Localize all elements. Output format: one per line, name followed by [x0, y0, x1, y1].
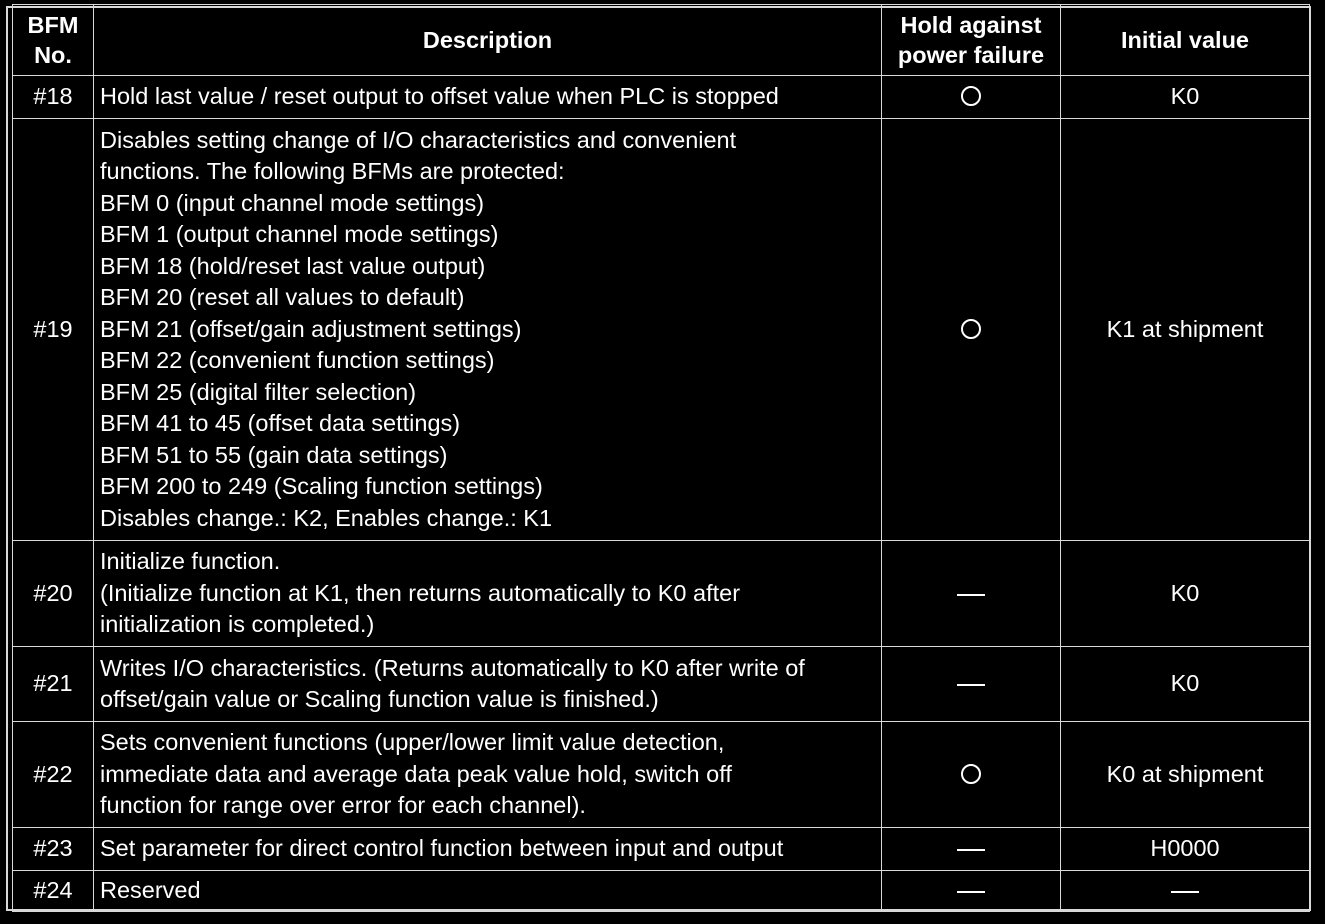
description-cell — [94, 647, 882, 722]
description-line: Hold last value / reset output to offset value when PLC is stopped — [100, 83, 779, 110]
description-cell — [94, 119, 882, 541]
description-line: offset/gain value or Scaling function value is finished.) — [100, 686, 659, 712]
bfm-number: #18 — [13, 76, 94, 119]
description-line: Disables setting change of I/O characteristics and convenient — [100, 126, 737, 153]
description-line: Disables change.: K2, Enables change.: K1 — [100, 504, 553, 531]
description-line: BFM 1 (output channel mode settings) — [100, 221, 499, 248]
table-row — [13, 647, 1310, 722]
description-line: BFM 200 to 249 (Scaling function settings) — [100, 473, 543, 500]
table-row — [13, 722, 1310, 828]
initial-value: H0000 — [1061, 828, 1310, 871]
bfm-number: #21 — [13, 647, 94, 722]
header-description: Description — [94, 5, 882, 76]
table-row — [13, 119, 1310, 541]
bfm-number: #23 — [13, 828, 94, 871]
circle-icon — [961, 764, 981, 784]
table-row — [13, 541, 1310, 647]
bfm-number: #22 — [13, 722, 94, 828]
bfm-number: #19 — [13, 119, 94, 541]
dash-icon — [957, 594, 985, 596]
bfm-table — [12, 4, 1310, 912]
initial-value: K0 at shipment — [1061, 722, 1310, 828]
table-row — [13, 871, 1310, 912]
initial-value: K0 — [1061, 647, 1310, 722]
hold-circle — [882, 119, 1061, 541]
description-line: functions. The following BFMs are protected: — [100, 158, 565, 185]
hold-dash — [882, 647, 1061, 722]
description-cell — [94, 722, 882, 828]
description-line: Writes I/O characteristics. (Returns automatically to K0 after write of — [100, 654, 805, 681]
initial-value: K1 at shipment — [1061, 119, 1310, 541]
description-line: BFM 18 (hold/reset last value output) — [100, 252, 486, 279]
description-line: BFM 41 to 45 (offset data settings) — [100, 410, 461, 437]
initial-value: K0 — [1061, 541, 1310, 647]
bfm-number: #24 — [13, 871, 94, 912]
description-line: BFM 22 (convenient function settings) — [100, 347, 495, 374]
dash-icon — [957, 849, 985, 851]
description-cell — [94, 541, 882, 647]
description-cell — [94, 871, 882, 912]
table-row — [13, 828, 1310, 871]
hold-dash — [882, 828, 1061, 871]
description-line: Set parameter for direct control function between input and output — [100, 835, 784, 862]
bfm-number: #20 — [13, 541, 94, 647]
table-row — [13, 76, 1310, 119]
description-cell — [94, 828, 882, 871]
header-bfm-no: BFM No. — [13, 5, 94, 76]
description-line: (Initialize function at K1, then returns automatically to K0 after — [100, 579, 741, 606]
description-line: BFM 25 (digital filter selection) — [100, 378, 417, 405]
description-line: BFM 0 (input channel mode settings) — [100, 189, 485, 216]
header-row — [13, 5, 1310, 76]
header-initial-value: Initial value — [1061, 5, 1310, 76]
description-line: BFM 21 (offset/gain adjustment settings) — [100, 315, 522, 342]
description-line: BFM 20 (reset all values to default) — [100, 284, 465, 311]
dash-icon — [1171, 891, 1199, 893]
dash-icon — [957, 891, 985, 893]
description-line: function for range over error for each channel). — [100, 792, 586, 819]
description-line: BFM 51 to 55 (gain data settings) — [100, 441, 448, 468]
dash-icon — [957, 684, 985, 686]
description-line: Reserved — [100, 877, 201, 904]
hold-circle — [882, 722, 1061, 828]
hold-circle — [882, 76, 1061, 119]
description-cell — [94, 76, 882, 119]
description-line: initialization is completed.) — [100, 611, 375, 638]
circle-icon — [961, 319, 981, 339]
circle-icon — [961, 86, 981, 106]
description-line: immediate data and average data peak value hold, switch off — [100, 760, 732, 787]
hold-dash — [882, 871, 1061, 912]
initial-dash — [1061, 871, 1310, 912]
hold-dash — [882, 541, 1061, 647]
description-line: Initialize function. — [100, 548, 281, 575]
description-line: Sets convenient functions (upper/lower limit value detection, — [100, 729, 725, 756]
header-hold: Hold against power failure — [882, 5, 1061, 76]
initial-value: K0 — [1061, 76, 1310, 119]
